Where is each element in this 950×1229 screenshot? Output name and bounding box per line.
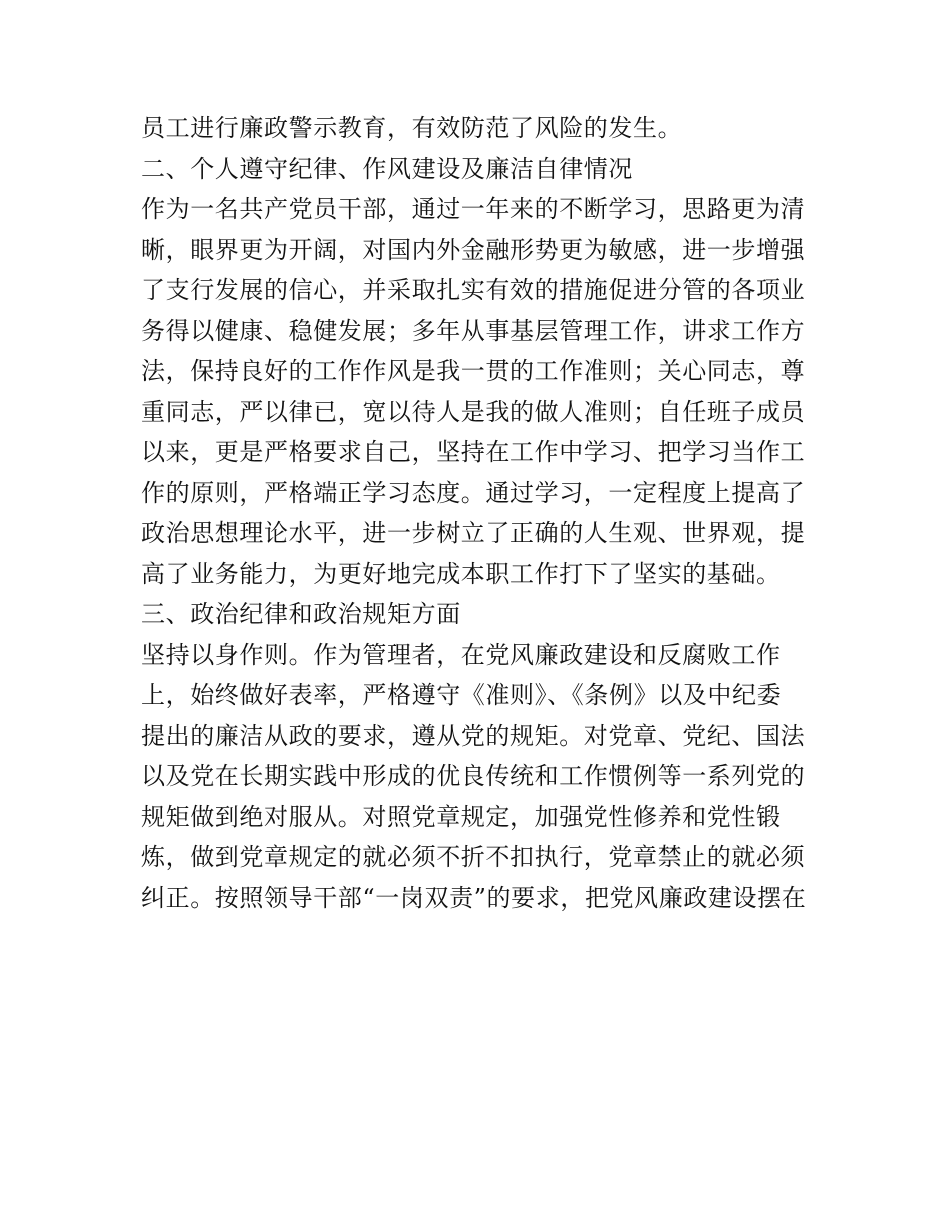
- section-heading: 二、个人遵守纪律、作风建设及廉洁自律情况: [141, 154, 633, 183]
- text-line: 法，保持良好的工作作风是我一贯的工作准则；关心同志，尊: [141, 357, 806, 385]
- text-line: 作的原则，严格端正学习态度。通过学习，一定程度上提高了: [141, 478, 806, 507]
- text-line: 提出的廉洁从政的要求，遵从党的规矩。对党章、党纪、国法: [141, 721, 806, 750]
- text-line: 了支行发展的信心，并采取扎实有效的措施促进分管的各项业: [141, 276, 806, 304]
- text-line: 晰，眼界更为开阔，对国内外金融形势更为敏感，进一步增强: [141, 235, 806, 264]
- text-line: 务得以健康、稳健发展；多年从事基层管理工作，讲求工作方: [141, 316, 806, 345]
- section-heading: 三、政治纪律和政治规矩方面: [141, 600, 461, 628]
- text-line: 高了业务能力，为更好地完成本职工作打下了坚实的基础。: [141, 559, 781, 588]
- text-line: 重同志，严以律已，宽以待人是我的做人准则；自任班子成员: [141, 397, 806, 426]
- document-body: [141, 108, 821, 918]
- text-line: 员工进行廉政警示教育，有效防范了风险的发生。: [141, 114, 683, 142]
- text-line: 以来，更是严格要求自己，坚持在工作中学习、把学习当作工: [141, 438, 806, 466]
- text-line: 作为一名共产党员干部，通过一年来的不断学习，思路更为清: [141, 195, 806, 223]
- text-line: 规矩做到绝对服从。对照党章规定，加强党性修养和党性锻: [141, 802, 781, 831]
- text-line: 以及党在长期实践中形成的优良传统和工作惯例等一系列党的: [141, 762, 806, 790]
- text-line: 上，始终做好表率，严格遵守《准则》、《条例》以及中纪委: [141, 681, 782, 709]
- text-line: 政治思想理论水平，进一步树立了正确的人生观、世界观，提: [141, 519, 806, 547]
- text-line: 坚持以身作则。作为管理者，在党风廉政建设和反腐败工作: [141, 640, 781, 669]
- text-line: 炼，做到党章规定的就必须不折不扣执行，党章禁止的就必须: [141, 843, 806, 871]
- text-line: 纠正。按照领导干部“一岗双责”的要求，把党风廉政建设摆在: [141, 883, 807, 912]
